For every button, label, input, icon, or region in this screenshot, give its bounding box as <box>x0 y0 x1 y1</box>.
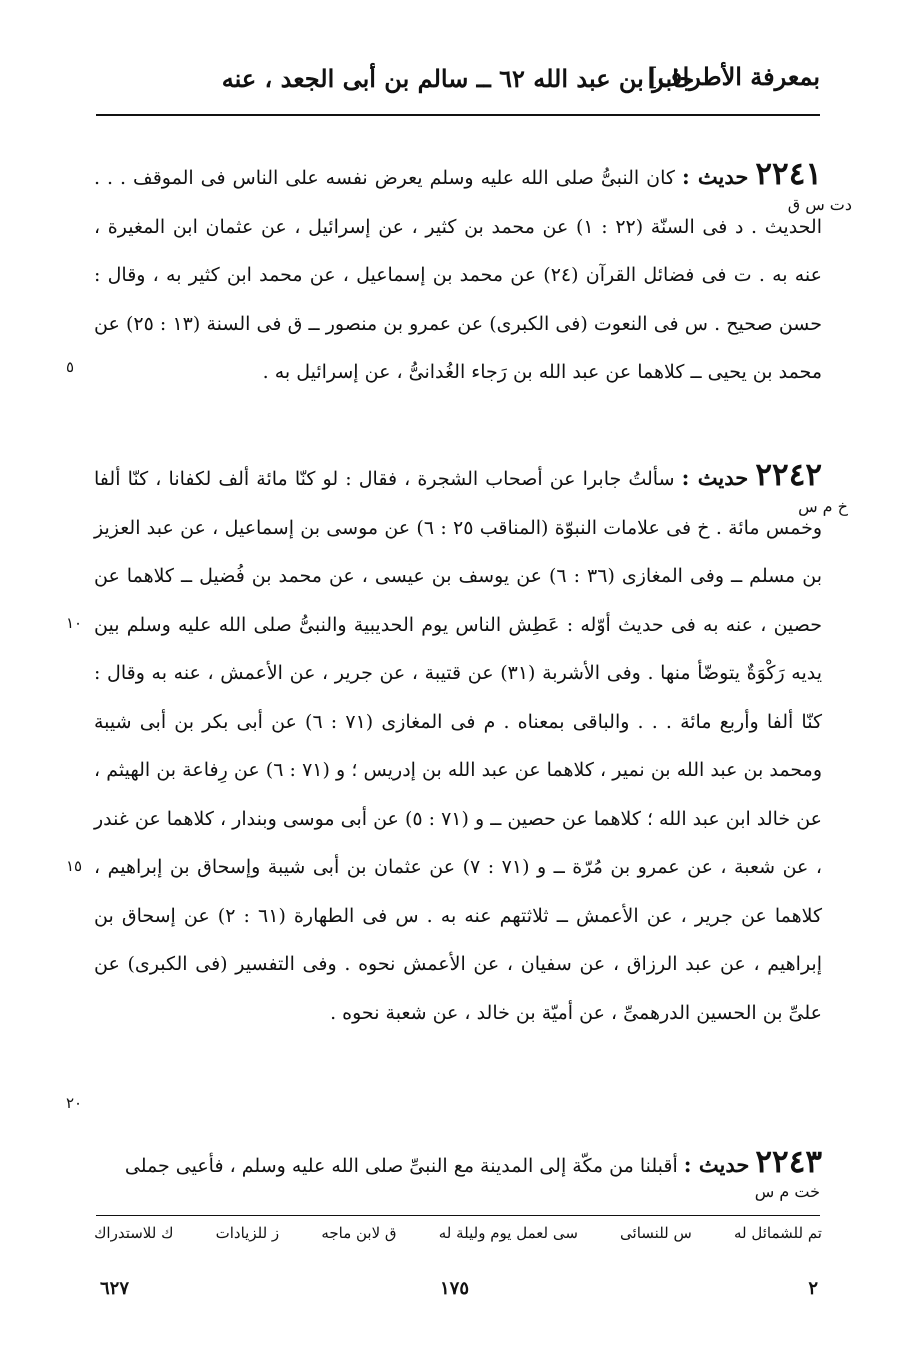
hadith-entry-2242 <box>94 451 822 1037</box>
abbreviation-key <box>94 1224 822 1242</box>
line-number: ٥ <box>66 358 75 376</box>
abbreviation-item: ز للزيادات <box>215 1224 280 1242</box>
running-header-title: جابر بن عبد الله ٦٢ ــ سالم بن أبى الجعد ، عنه <box>221 64 695 93</box>
entry-number: ٢٢٤١ <box>755 156 822 192</box>
folio-left: ٦٢٧ <box>100 1278 130 1299</box>
entry-sigla: خ م س <box>798 497 848 516</box>
entry-keyword: حديث : <box>681 465 749 490</box>
entry-keyword: حديث : <box>681 164 749 189</box>
entry-number: ٢٢٤٢ <box>755 457 822 493</box>
footnote-rule <box>96 1215 820 1216</box>
line-number: ٢٠ <box>66 1094 83 1112</box>
abbreviation-item: سى لعمل يوم وليلة له <box>438 1224 578 1242</box>
header-rule <box>96 114 820 116</box>
entry-text: كان النبىُّ صلى الله عليه وسلم يعرض نفسه على الناس فى الموقف . . . الحديث . د فى السنّة (٢٢ : ١) عن محمد بن كثير ، عن إسرائيل ، عن عثمان ابن المغيرة ، عنه به . ت فى فضائل القرآن (٢٤) عن محمد بن إسماعيل ، عن محمد ابن كثير به ، وقال : حسن صحيح . س فى النعوت (فى الكبرى) عن عمرو بن منصور ــ ق فى السنة (١٣ : ٢٥) عن محمد بن يحيى ــ كلاهما عن عبد الله بن رَجاء الغُدانىُّ ، عن إسرائيل به . <box>94 167 823 383</box>
entry-sigla: دت س ق <box>787 195 852 214</box>
page-number: ١٧٥ <box>440 1278 470 1299</box>
hadith-entry-2241 <box>94 150 822 397</box>
abbreviation-item: تم للشمائل له <box>733 1224 822 1242</box>
entry-text: أقبلنا من مكّة إلى المدينة مع النبىِّ صلى الله عليه وسلم ، فأعيى جملى <box>124 1155 678 1177</box>
entry-sigla: خت م س <box>754 1182 820 1201</box>
hadith-entry-2243 <box>94 1138 822 1191</box>
abbreviation-item: ك للاستدراك <box>94 1224 174 1242</box>
entry-keyword: حديث : <box>683 1152 750 1177</box>
running-header-section: بمعرفة الأطراف] <box>646 62 820 91</box>
entry-text: سألتُ جابرا عن أصحاب الشجرة ، فقال : لو كنّا مائة ألف لكفانا ، كنّا ألفا وخمس مائة . خ فى علامات النبوّة (المناقب ٢٥ : ٦) عن موسى بن إسماعيل ، عن عبد العزيز بن مسلم ــ وفى المغازى (٣٦ : ٦) عن يوسف بن عيسى ، عن محمد بن فُضيل ــ كلاهما عن حصين ، عنه به فى حديث أوّله : عَطِش الناس يوم الحديبية والنبىُّ صلى الله عليه وسلم بين يديه رَكْوَةٌ يتوضّأ منها . وفى الأشربة (٣١) عن قتيبة ، عن جرير ، عن الأعمش ، عنه به وقال : كنّا ألفا وأربع مائة . . . والباقى بمعناه . م فى المغازى (٧١ : ٦) عن أبى بكر بن أبى شيبة ومحمد بن عبد الله بن نمير ، كلاهما عن عبد الله بن إدريس ؛ و (٧١ : ٦) عن رِفاعة بن الهيثم ، عن خالد ابن عبد الله ؛ كلاهما عن حصين ــ و (٧١ : ٥) عن أبى موسى وبندار ، كلاهما عن غندر ، عن شعبة ، عن عمرو بن مُرّة ــ و (٧١ : ٧) عن عثمان بن أبى شيبة وإسحاق بن إبراهيم ، كلاهما عن جرير ، عن الأعمش ــ ثلاثتهم عنه به . س فى الطهارة (٦١ : ٢) عن إسحاق بن إبراهيم ، عن عبد الرزاق ، عن سفيان ، عن الأعمش نحوه . وفى التفسير (فى الكبرى) عن علىِّ بن الحسين الدرهمىِّ ، عن أميّة بن خالد ، عن شعبة نحوه . <box>94 468 823 1024</box>
abbreviation-item: س للنسائى <box>620 1224 692 1242</box>
volume-number: ٢ <box>808 1278 818 1299</box>
entry-number: ٢٢٤٣ <box>755 1144 822 1180</box>
line-number: ١٥ <box>66 857 83 875</box>
abbreviation-item: ق لابن ماجه <box>321 1224 397 1242</box>
line-number: ١٠ <box>66 614 83 632</box>
